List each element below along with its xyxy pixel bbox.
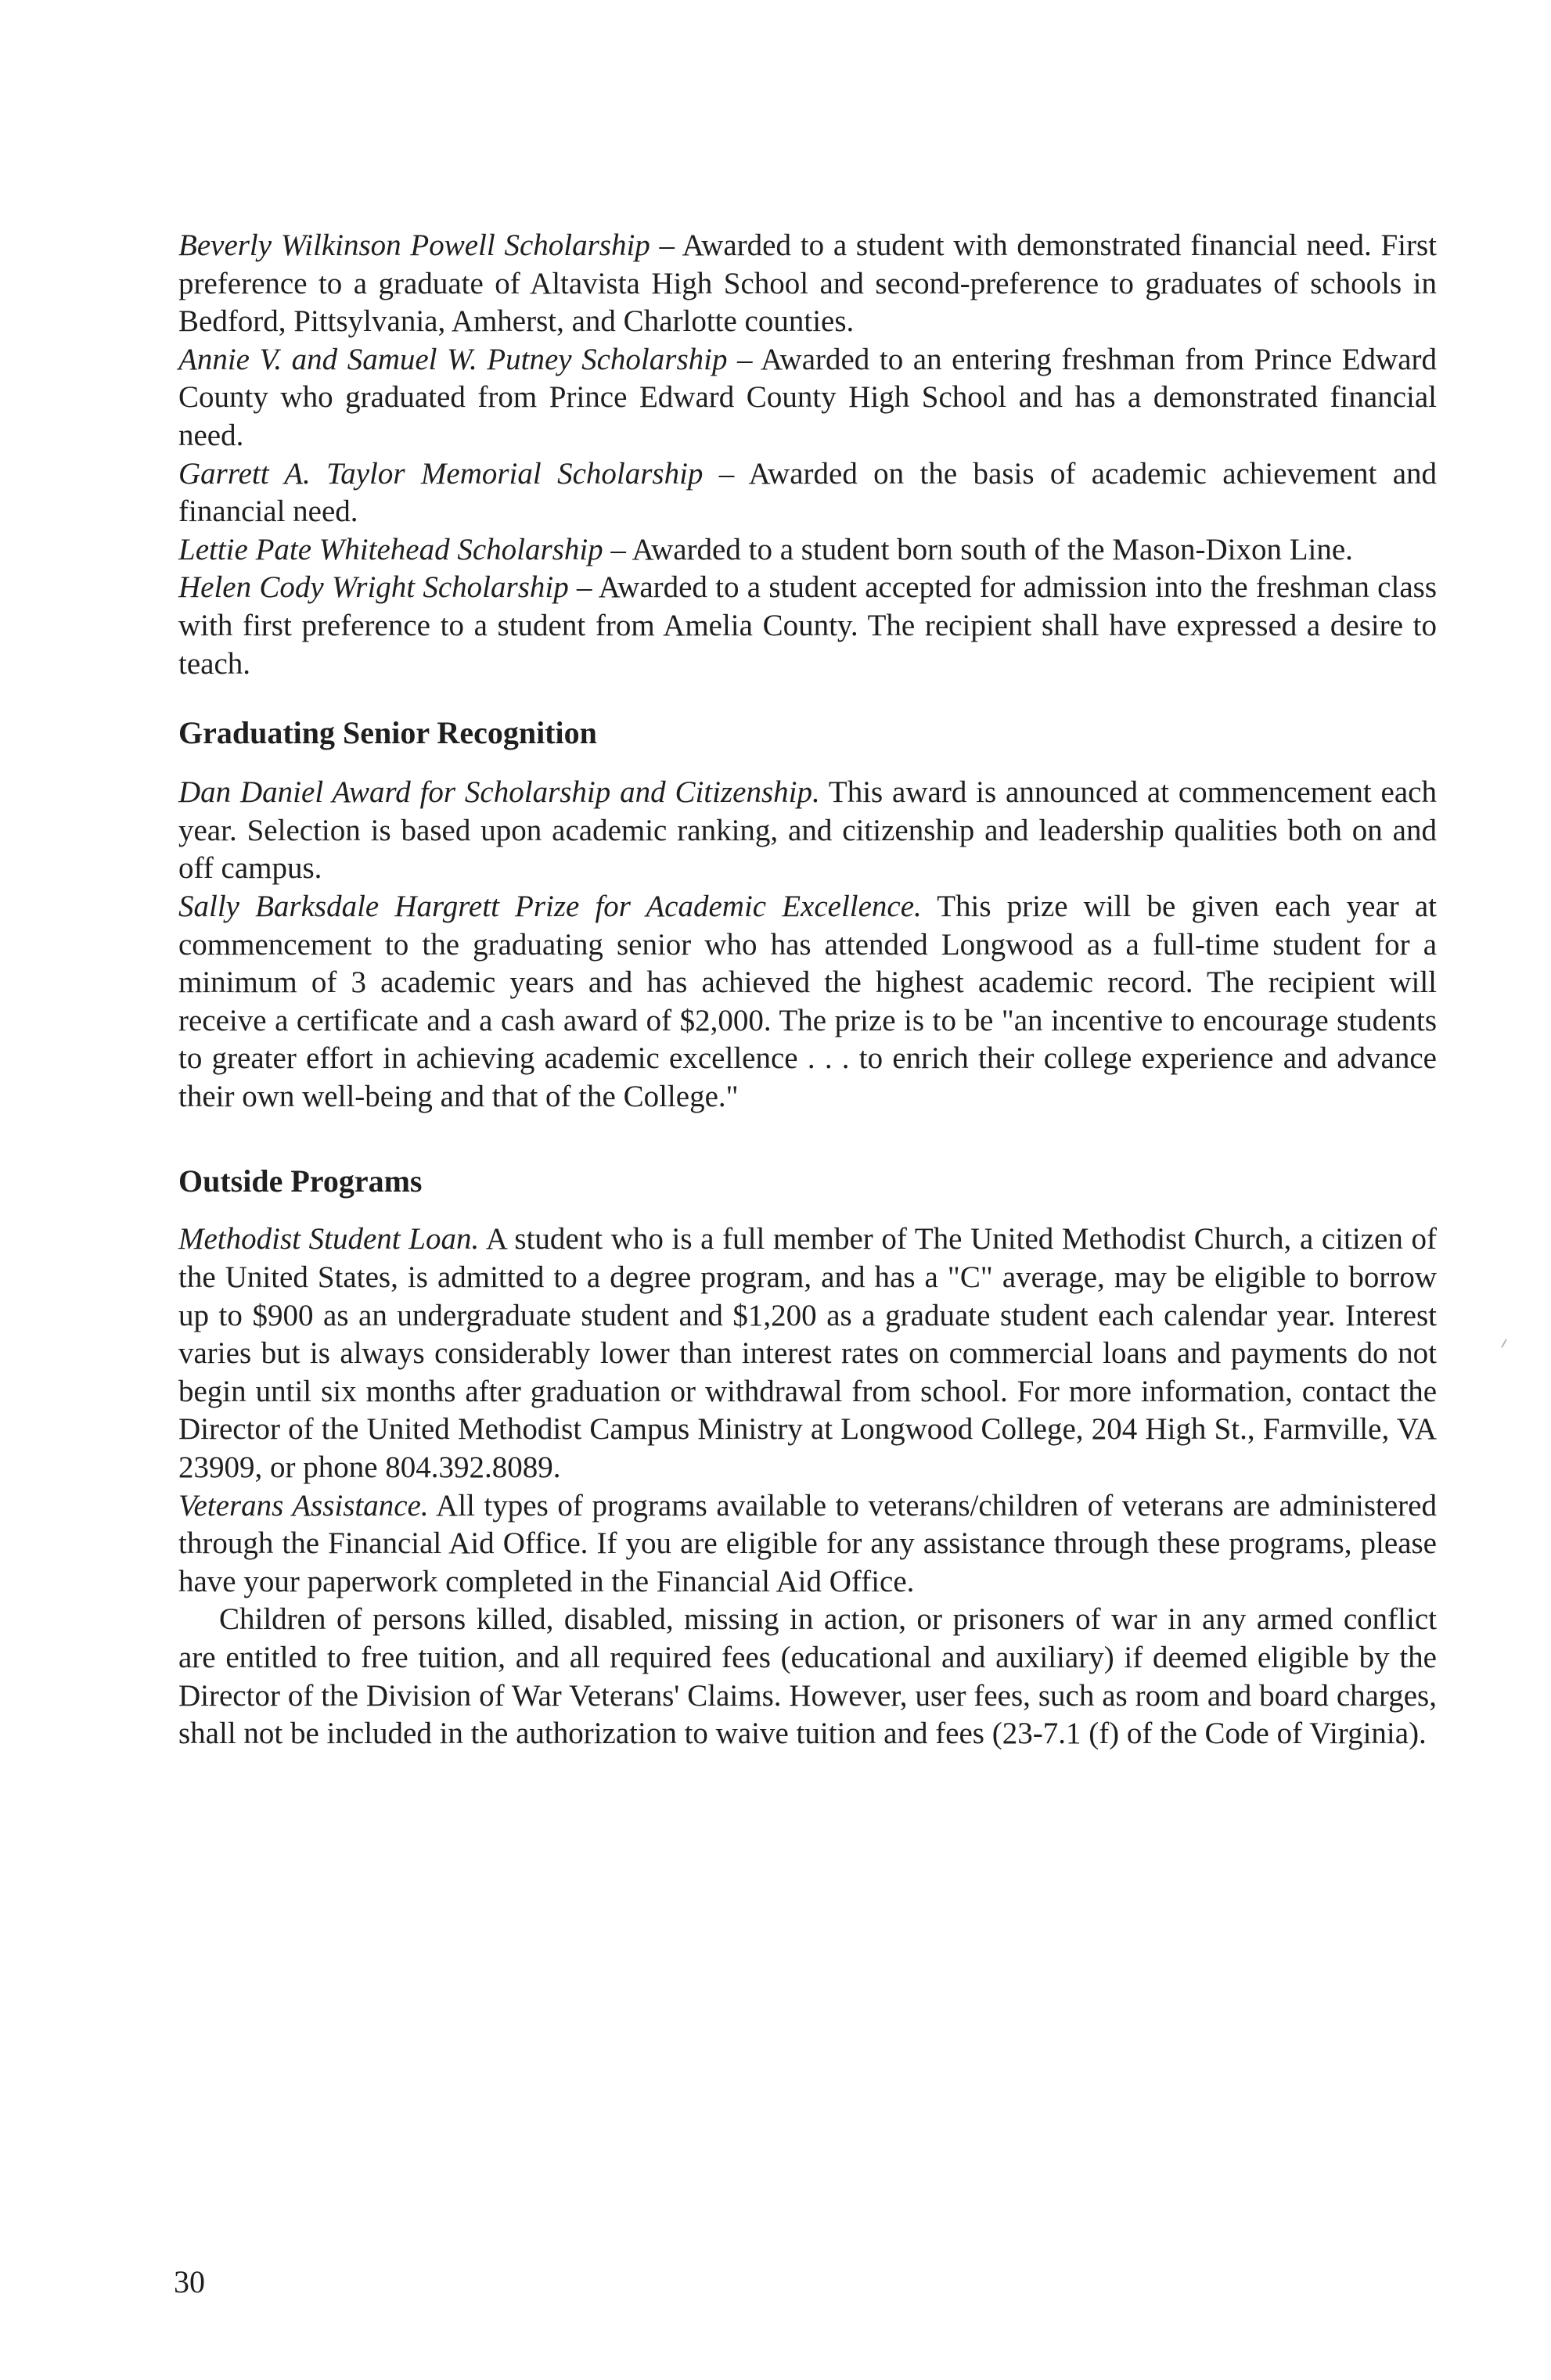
scholarship-name: Lettie Pate Whitehead Scholarship bbox=[178, 532, 603, 566]
program-entry-veterans bbox=[178, 1487, 1437, 1602]
award-name: Sally Barksdale Hargrett Prize for Academic Excellence. bbox=[178, 889, 922, 923]
scholarship-name: Beverly Wilkinson Powell Scholarship bbox=[178, 228, 650, 262]
award-entry-hargrett bbox=[178, 888, 1437, 1116]
section-heading-graduating-senior: Graduating Senior Recognition bbox=[178, 715, 597, 751]
award-entry-dan-daniel bbox=[178, 774, 1437, 888]
scholarship-entry-taylor bbox=[178, 455, 1437, 531]
program-name: Methodist Student Loan. bbox=[178, 1222, 480, 1257]
scholarship-entry-whitehead bbox=[178, 531, 1437, 570]
scholarship-entry-powell bbox=[178, 227, 1437, 341]
scholarship-description: Awarded to a student with demonstrated financial need. First preference to a graduate of Altavista High School and second-preference to graduates of schools in Bedford, Pittsylvania, Amherst, and Charlotte counties. bbox=[178, 228, 1437, 339]
award-description: This prize will be given each year at commencement to the graduating senior who has attended Longwood as a full-time student for a minimum of 3 academic years and has achieved the highest academic record. The recipient will receive a certificate and a cash award of $2,000. The prize is to be "an incentive to encourage students to greater effort in achieving academic excellence . . . to enrich their college experience and advance their own well-being and that of the College." bbox=[178, 889, 1437, 1113]
entry-separator: – bbox=[727, 342, 761, 376]
scholarship-entry-putney bbox=[178, 341, 1437, 455]
entry-separator: – bbox=[703, 456, 749, 491]
scholarship-description: Awarded to a student accepted for admission into the freshman class with first preference to a student from Amelia County. The recipient shall have expressed a desire to teach. bbox=[178, 570, 1437, 681]
program-description: All types of programs available to veterans/children of veterans are administered through the Financial Aid Office. If you are eligible for any assistance through these programs, please have your paperwork completed in the Financial Aid Office. bbox=[178, 1488, 1437, 1598]
entry-separator: – bbox=[603, 532, 632, 566]
page-content bbox=[178, 227, 1437, 1753]
scholarship-name: Helen Cody Wright Scholarship bbox=[178, 570, 569, 605]
scholarship-entry-wright bbox=[178, 569, 1437, 683]
stray-mark bbox=[1501, 1339, 1507, 1347]
entry-separator: – bbox=[650, 228, 682, 262]
scholarship-description: Awarded to an entering freshman from Prince Edward County who graduated from Prince Edward County High School and has a demonstrated financial need. bbox=[178, 342, 1437, 452]
award-description: This award is announced at commencement each year. Selection is based upon academic ranking, and citizenship and leadership qualities both on and off campus. bbox=[178, 775, 1437, 886]
scholarship-description: Awarded on the basis of academic achievement and financial need. bbox=[178, 456, 1438, 529]
program-description: A student who is a full member of The United Methodist Church, a citizen of the United States, is admitted to a degree program, and has a "C" average, may be eligible to borrow up to $900 as an undergraduate student and $1,200 as a graduate student each calendar year. Interest varies but is always considerably lower than interest rates on commercial loans and payments do not begin until six months after graduation or withdrawal from school. For more information, contact the Director of the United Methodist Campus Ministry at Longwood College, 204 High St., Farmville, VA 23909, or phone 804.392.8089. bbox=[178, 1222, 1438, 1485]
section-heading-outside-programs: Outside Programs bbox=[178, 1163, 423, 1199]
scholarship-name: Garrett A. Taylor Memorial Scholarship bbox=[178, 456, 704, 491]
entry-separator: – bbox=[568, 570, 599, 605]
award-name: Dan Daniel Award for Scholarship and Citizenship. bbox=[178, 775, 820, 810]
program-entry-methodist-loan bbox=[178, 1221, 1437, 1487]
program-name: Veterans Assistance. bbox=[178, 1488, 429, 1523]
children-of-veterans-paragraph: Children of persons killed, disabled, missing in action, or prisoners of war in any armed conflict are entitled to free tuition, and all required fees (educational and auxiliary) if deemed eligible by the Director of the Division of War Veterans' Claims. However, user fees, such as room and board charges, shall not be included in the authorization to waive tuition and fees (23-7.1 (f) of the Code of Virginia). bbox=[178, 1602, 1437, 1751]
page-number: 30 bbox=[174, 2264, 205, 2299]
scholarship-description: Awarded to a student born south of the Mason-Dixon Line. bbox=[632, 532, 1353, 566]
scholarship-name: Annie V. and Samuel W. Putney Scholarship bbox=[178, 342, 728, 376]
